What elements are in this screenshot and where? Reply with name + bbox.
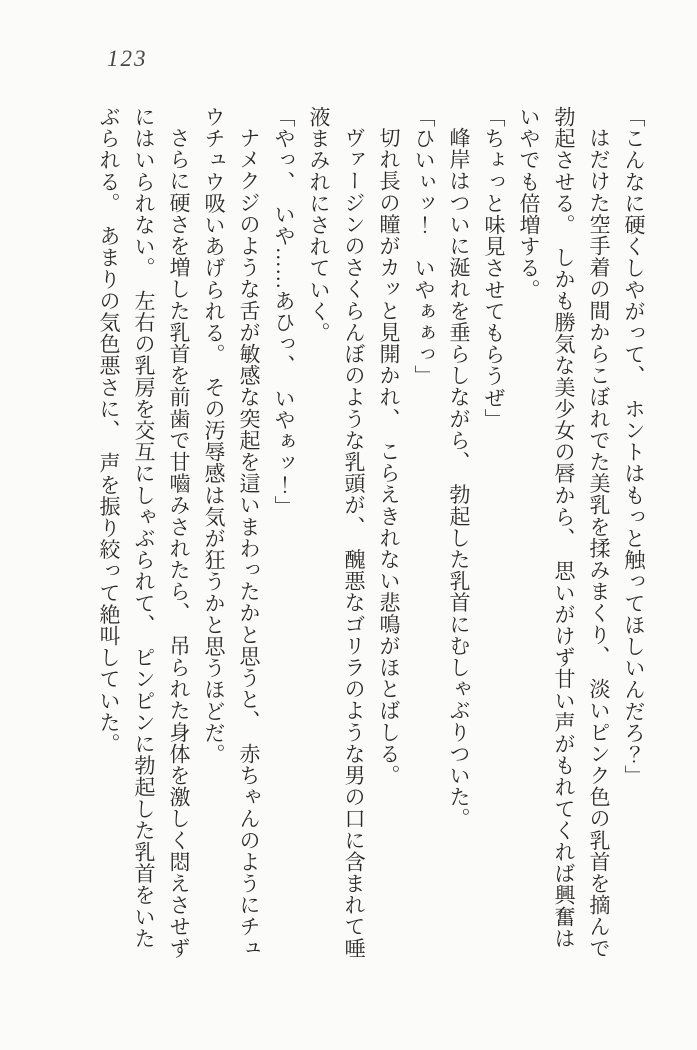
paragraph-dialogue: 「ちょっと味見させてもらうぜ」 xyxy=(482,106,506,430)
paragraph-narrative: さらに硬さを増した乳首を前歯で甘嚙みされたら、 吊られた身体を激しく悶えさせずにはいられない。 左右の乳房を交互にしゃぶられて、 ピンピンに勃起した乳首をいたぶられる。 あまりの気色悪さに、 声を振り絞って絶叫していた。 xyxy=(97,106,191,959)
paragraph-narrative: ナメクジのような舌が敏感な突起を這いまわったかと思うと、 赤ちゃんのようにチュウチュウ吸いあげられる。 その汚辱感は気が狂うかと思うほどだ。 xyxy=(202,106,261,959)
paragraph-narrative: 切れ長の瞳がカッと見開かれ、 こらえきれない悲鳴がほとばしる。 xyxy=(377,127,401,787)
paragraph-narrative: 峰岸はついに涎れを垂らしながら、 勃起した乳首にむしゃぶりついた。 xyxy=(447,127,471,830)
paragraph-narrative: ヴァージンのさくらんぼのような乳頭が、 醜悪なゴリラのような男の口に含まれて唾液まみれにされていく。 xyxy=(307,106,366,959)
paragraph-dialogue: 「こんなに硬くしやがって、 ホントはもっと触ってほしいんだろ？」 xyxy=(622,106,646,787)
vertical-text-block xyxy=(89,106,651,964)
paragraph-narrative: はだけた空手着の間からこぼれでた美乳を揉みまくり、 淡いピンク色の乳首を摘んで勃起させる。 しかも勝気な美少女の唇から、 思いがけず甘い声がもれてくれば興奮はいやでも倍増する。 xyxy=(517,106,611,959)
page-number: 123 xyxy=(107,46,148,71)
paragraph-dialogue: 「やっ、 いや……あひっ、 いやぁッ！」 xyxy=(272,106,296,517)
paragraph-dialogue: 「ひいぃッ！ いやぁぁっ」 xyxy=(412,106,436,387)
